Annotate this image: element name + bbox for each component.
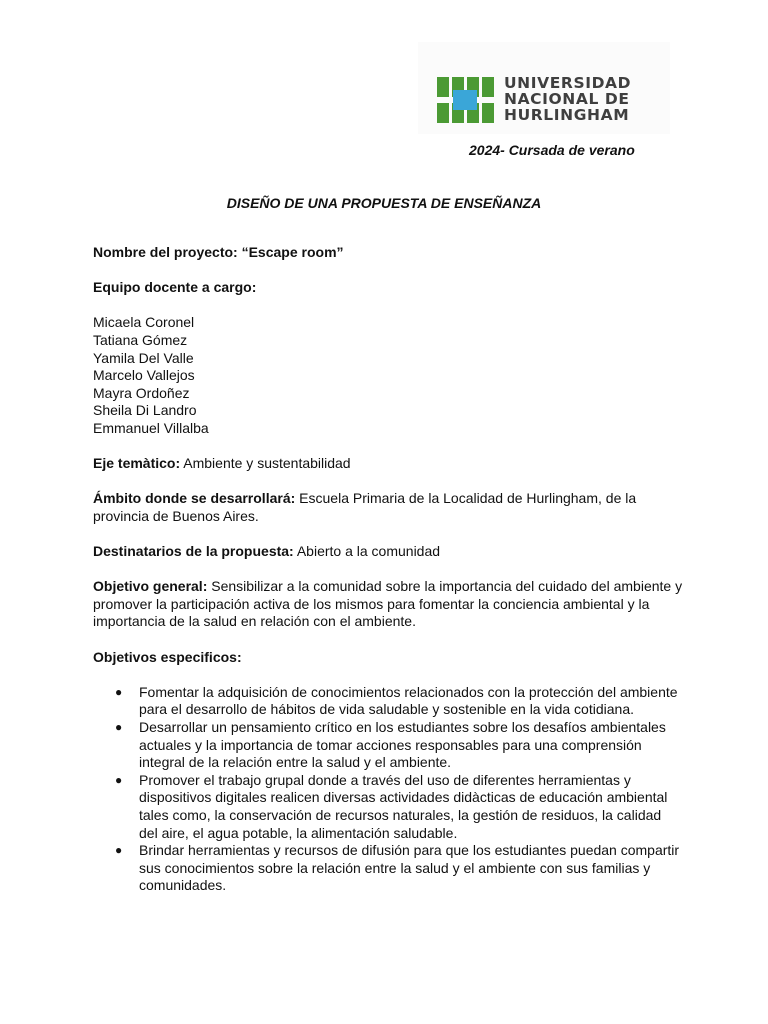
list-item	[93, 719, 683, 772]
objetivo-general-value: Sensibilizar a la comunidad sobre la importancia del cuidado del ambiente y promover la participación activa de los mismos para fomentar la conciencia ambiental y la importancia de la salud en relación con el ambiente.	[93, 578, 683, 630]
team-member: Emmanuel Villalba	[93, 419, 209, 436]
university-name-line-3: HURLINGHAM	[504, 106, 630, 124]
objetivo-general	[93, 578, 683, 631]
university-logo	[418, 42, 670, 134]
list-item-text: Brindar herramientas y recursos de difusión para que los estudiantes puedan compartir sus conocimientos sobre la relación entre la salud y el ambiente con sus familias y comunidades.	[139, 842, 680, 894]
cursada-heading: 2024- Cursada de verano	[469, 142, 635, 158]
team-list	[93, 314, 683, 437]
destinatarios-value: Abierto a la comunidad	[296, 543, 441, 560]
team-heading: Equipo docente a cargo:	[93, 279, 257, 296]
document-title: DISEÑO DE UNA PROPUESTA DE ENSEÑANZA	[226, 195, 542, 211]
eje-tematico-label: Eje temàtico:	[93, 455, 181, 472]
team-member: Marcelo Vallejos	[93, 367, 195, 384]
project-name-value: “Escape room”	[241, 244, 344, 260]
ambito-label: Ámbito donde se desarrollará:	[93, 490, 296, 507]
objetivo-general-label: Objetivo general:	[93, 578, 208, 595]
team-member: Sheila Di Landro	[93, 402, 197, 419]
objetivos-especificos-heading: Objetivos especificos:	[93, 648, 242, 665]
team-member: Yamila Del Valle	[93, 349, 194, 366]
university-name-line-1: UNIVERSIDAD	[504, 74, 632, 92]
university-logo-icon	[436, 76, 496, 124]
list-item-text: Promover el trabajo grupal donde a través del uso de diferentes herramientas y dispositivos digitales realicen diversas actividades didàcticas de educación ambiental tales como, la conservación de recursos naturales, la gestión de residuos, la calidad del aire, el agua potable, la alimentación saludable.	[139, 771, 668, 841]
eje-tematico-value: Ambiente y sustentabilidad	[183, 455, 351, 472]
bullet-icon: ●	[115, 772, 123, 787]
document-body	[93, 244, 683, 895]
destinatarios	[93, 543, 683, 561]
project-name	[93, 244, 683, 262]
list-item	[93, 772, 683, 842]
ambito	[93, 490, 683, 525]
university-name	[504, 75, 674, 123]
project-name-label: Nombre del proyecto:	[93, 244, 238, 260]
bullet-icon: ●	[115, 684, 123, 699]
team-member: Mayra Ordoñez	[93, 384, 190, 401]
objetivos-especificos-list	[93, 684, 683, 895]
team-member: Micaela Coronel	[93, 314, 195, 331]
list-item-text: Desarrollar un pensamiento crítico en los estudiantes sobre los desafíos ambientales actuales y la importancia de tomar acciones responsables para una comprensión integral de la relación entre la salud y el ambiente.	[139, 719, 666, 771]
list-item-text: Fomentar la adquisición de conocimientos relacionados con la protección del ambiente para el desarrollo de hábitos de vida saludable y sostenible en la vida cotidiana.	[139, 683, 678, 718]
eje-tematico	[93, 455, 683, 473]
destinatarios-label: Destinatarios de la propuesta:	[93, 543, 294, 560]
bullet-icon: ●	[115, 843, 123, 858]
ambito-value: Escuela Primaria de la Localidad de Hurlingham, de la provincia de Buenos Aires.	[93, 490, 637, 524]
bullet-icon: ●	[115, 720, 123, 735]
list-item	[93, 684, 683, 719]
list-item	[93, 842, 683, 895]
team-member: Tatiana Gómez	[93, 331, 188, 348]
university-name-line-2: NACIONAL DE	[504, 90, 630, 108]
